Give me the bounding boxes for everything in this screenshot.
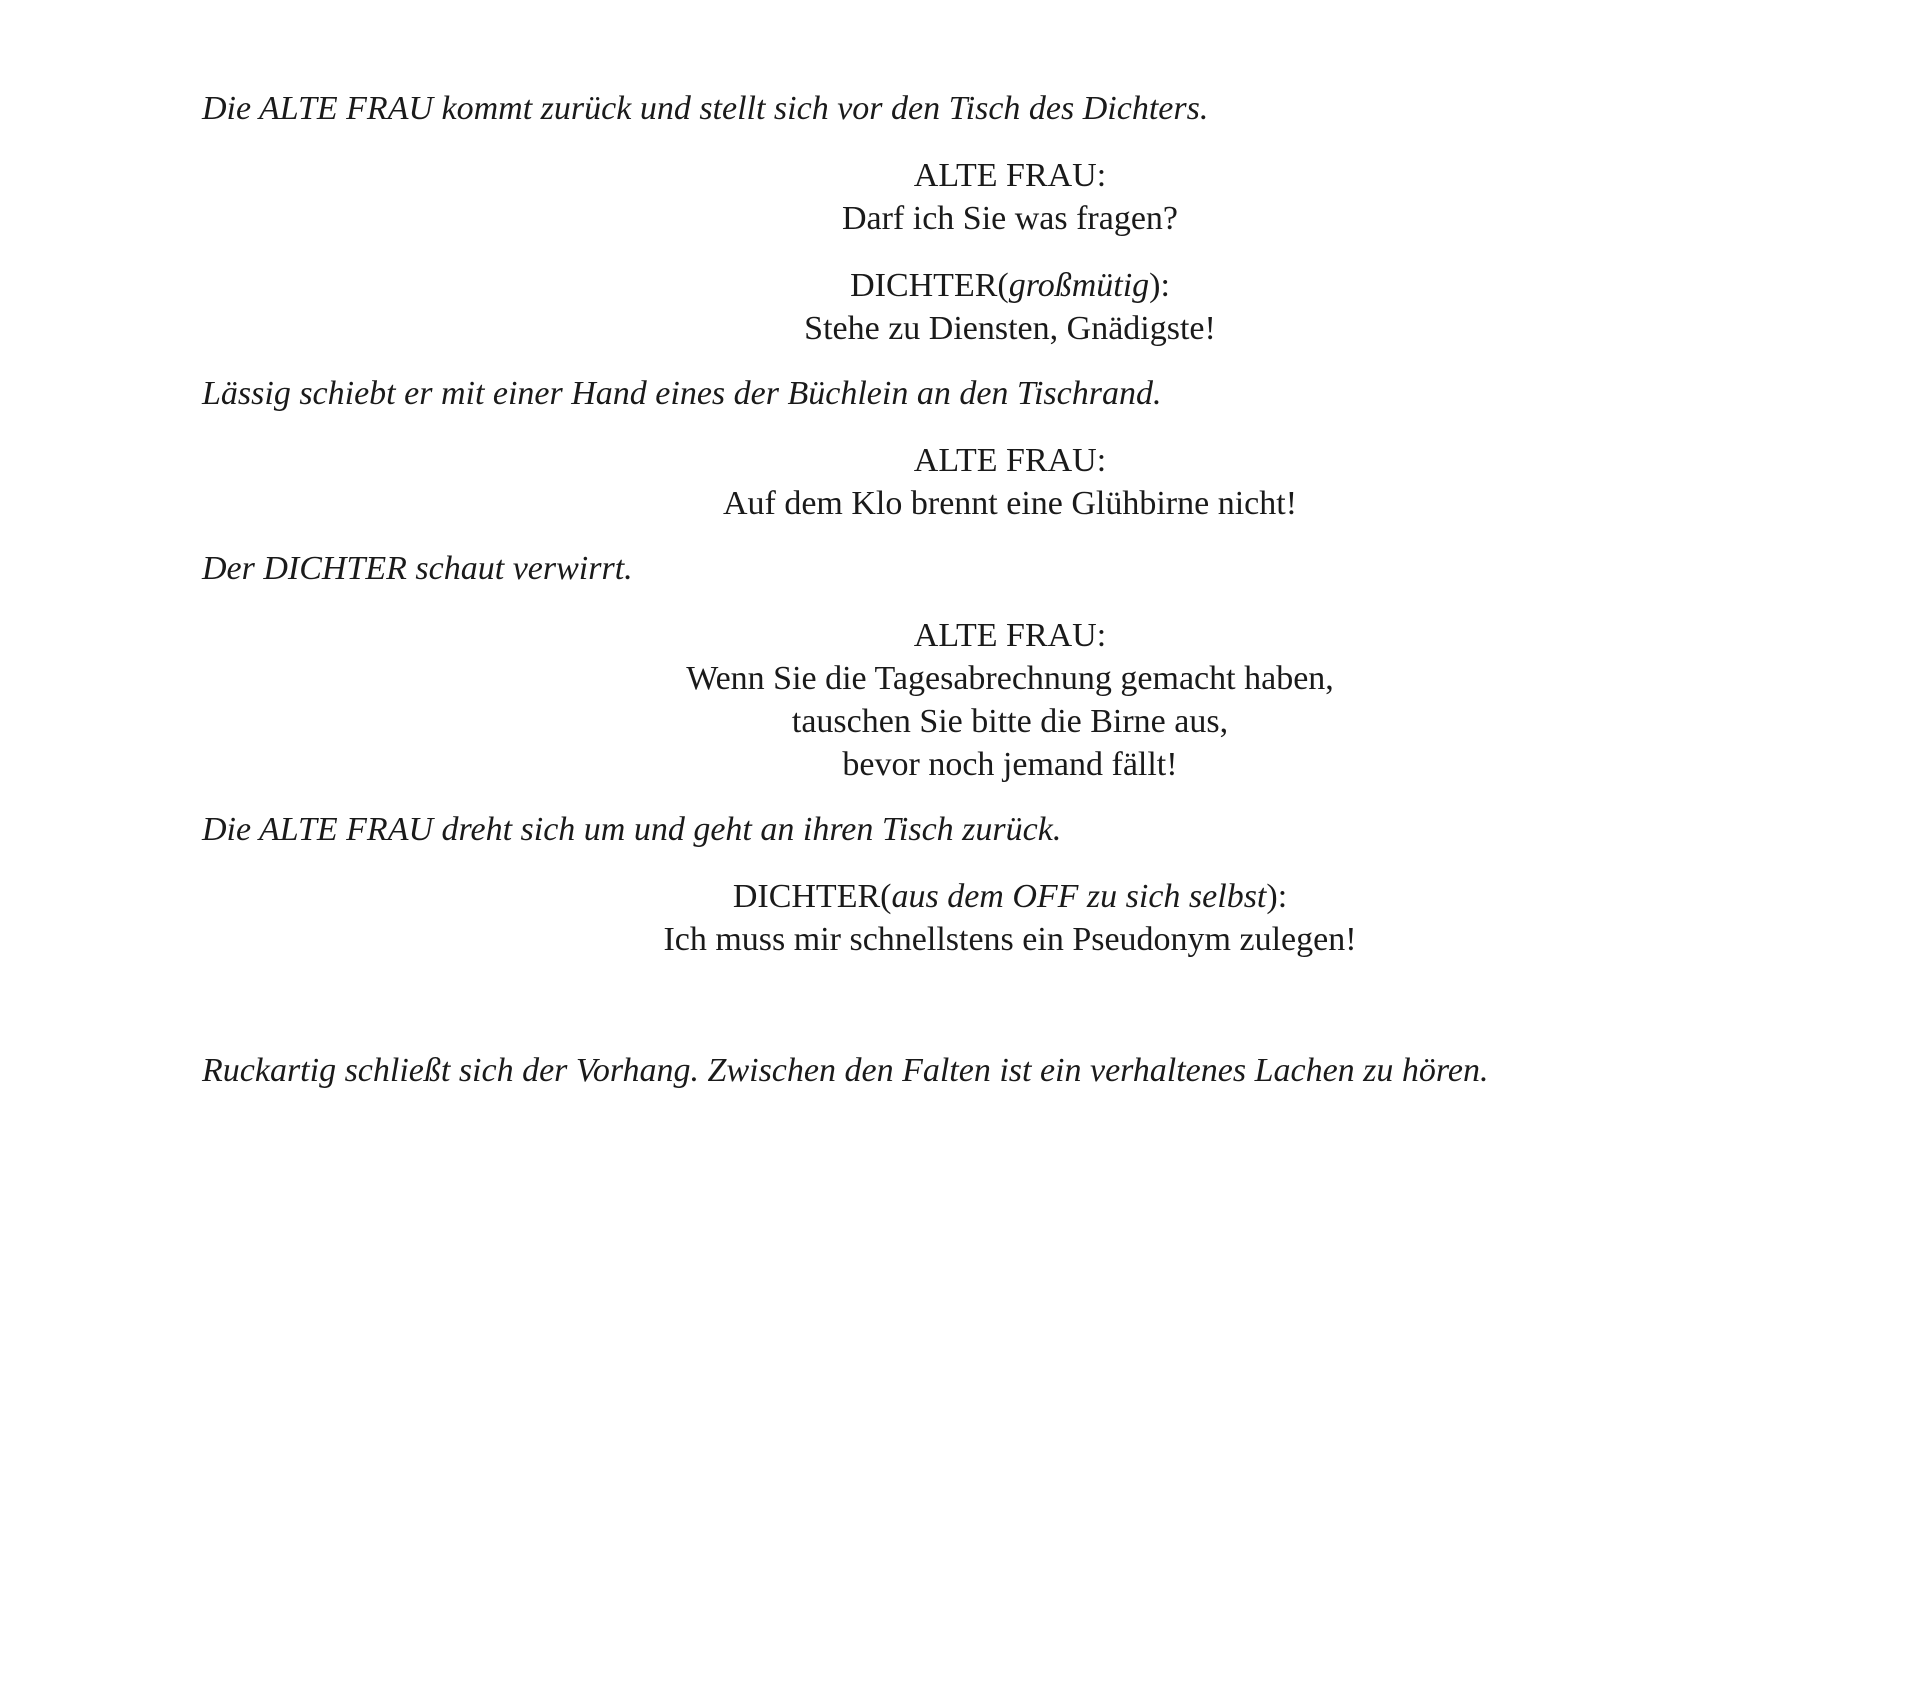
speaker-note: aus dem OFF zu sich selbst: [891, 878, 1267, 915]
stage-direction: [202, 548, 633, 590]
dialogue-line: bevor noch jemand fällt!: [842, 746, 1178, 783]
dialogue-line: Ich muss mir schnellstens ein Pseudonym zulegen!: [663, 921, 1357, 958]
direction-text: Ruckartig schließt sich der Vorhang. Zwischen den Falten ist ein verhaltenes Lachen zu hören.: [202, 1052, 1489, 1089]
speaker-line: [620, 614, 1400, 657]
dialogue-line: Auf dem Klo brennt eine Glühbirne nicht!: [722, 485, 1298, 522]
direction-text: Der DICHTER schaut verwirrt.: [202, 550, 633, 587]
dialogue-block: [620, 439, 1400, 525]
speaker-name: ALTE FRAU: [913, 617, 1097, 654]
speaker-line: [620, 154, 1400, 197]
speaker-colon: ):: [1266, 878, 1288, 915]
dialogue-line: Stehe zu Diensten, Gnädigste!: [804, 310, 1216, 347]
direction-text: ALTE FRAU: [258, 90, 434, 127]
speaker-name: ALTE FRAU: [913, 157, 1097, 194]
dialogue-line: Darf ich Sie was fragen?: [841, 200, 1179, 237]
stage-direction: [202, 1050, 1488, 1092]
stage-direction: [202, 809, 1061, 851]
speaker-name: ALTE FRAU: [913, 442, 1097, 479]
stage-direction: [202, 373, 1161, 415]
speaker-colon: :: [1096, 617, 1107, 654]
direction-text: Die ALTE FRAU dreht sich um und geht an ihren Tisch zurück.: [202, 811, 1062, 848]
speaker-line: [620, 875, 1400, 918]
direction-text: Lässig schiebt er mit einer Hand eines der Büchlein an den Tischrand.: [202, 375, 1162, 412]
dialogue-block: [620, 154, 1400, 240]
speaker-line: [620, 439, 1400, 482]
dialogue-block: [620, 264, 1400, 350]
speaker-colon: :: [1096, 442, 1107, 479]
speaker-line: [620, 264, 1400, 307]
speaker-colon: :: [1096, 157, 1107, 194]
dialogue-line: tauschen Sie bitte die Birne aus,: [791, 703, 1229, 740]
dialogue-block: [620, 875, 1400, 961]
direction-text: kommt zurück und stellt sich vor den Tisch des Dichters.: [433, 90, 1209, 127]
speaker-note: großmütig: [1008, 267, 1150, 304]
stage-direction: [202, 88, 1208, 130]
speaker-name: DICHTER(: [732, 878, 892, 915]
speaker-name: DICHTER(: [850, 267, 1009, 304]
dialogue-line: Wenn Sie die Tagesabrechnung gemacht haben,: [686, 660, 1334, 697]
direction-text: Die: [202, 90, 259, 127]
speaker-colon: ):: [1149, 267, 1170, 304]
dialogue-block: [620, 614, 1400, 786]
